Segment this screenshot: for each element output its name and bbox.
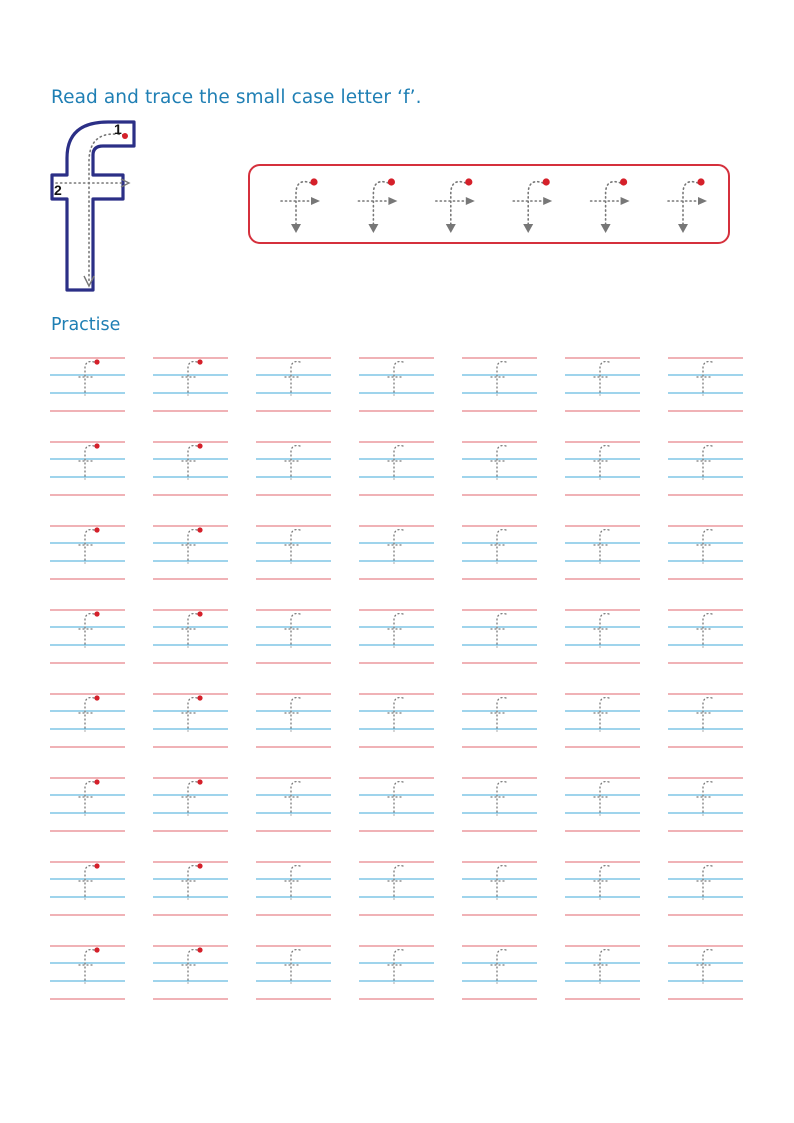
practice-cell: [462, 442, 537, 495]
dotted-f-stem: [497, 782, 506, 815]
practice-cell: [668, 946, 743, 999]
practice-cell: [668, 694, 743, 747]
practice-cell: [462, 610, 537, 663]
dotted-f-stem: [703, 362, 712, 395]
dotted-f-stem: [85, 362, 94, 395]
practice-cell: [565, 946, 640, 999]
dotted-f-stem: [85, 782, 94, 815]
practice-cell: [565, 442, 640, 495]
practice-cell: [50, 694, 125, 747]
dotted-f-stem: [600, 698, 609, 731]
practice-cell: [565, 610, 640, 663]
practice-cell: [153, 862, 228, 915]
practice-cell: [256, 442, 331, 495]
start-dot: [94, 527, 99, 532]
practice-cell: [153, 694, 228, 747]
dotted-f-stem: [291, 530, 300, 563]
practice-cell: [668, 358, 743, 411]
dotted-f-stem: [497, 446, 506, 479]
dotted-f-stem: [394, 614, 403, 647]
start-dot: [197, 611, 202, 616]
stroke-number-2: 2: [54, 182, 62, 198]
dotted-f-stem: [291, 698, 300, 731]
practice-cell: [359, 694, 434, 747]
practice-cell: [668, 526, 743, 579]
practice-cell: [256, 526, 331, 579]
practice-cell: [668, 862, 743, 915]
dotted-f-stem: [188, 782, 197, 815]
practice-cell: [462, 862, 537, 915]
dotted-f-stem: [703, 530, 712, 563]
practice-cell: [565, 778, 640, 831]
dotted-f-stem: [497, 614, 506, 647]
practice-cell: [50, 610, 125, 663]
dotted-f-stem: [497, 866, 506, 899]
dotted-f-stem: [291, 446, 300, 479]
start-dot: [94, 863, 99, 868]
practice-cell: [359, 946, 434, 999]
practice-cell: [153, 946, 228, 999]
practice-cell: [153, 442, 228, 495]
start-dot: [197, 947, 202, 952]
start-dot: [94, 359, 99, 364]
dotted-f-stem: [188, 950, 197, 983]
practice-cell: [359, 610, 434, 663]
practice-cell: [50, 442, 125, 495]
dotted-f-stem: [85, 530, 94, 563]
dotted-f-stem: [394, 782, 403, 815]
practice-cell: [50, 778, 125, 831]
practice-cell: [256, 862, 331, 915]
start-dot: [94, 947, 99, 952]
dotted-f-stem: [85, 446, 94, 479]
dotted-f-stem: [703, 614, 712, 647]
start-dot: [197, 695, 202, 700]
dotted-f-stem: [188, 698, 197, 731]
practice-cell: [565, 862, 640, 915]
dotted-f-stem: [600, 530, 609, 563]
practise-heading: Practise: [51, 315, 121, 335]
dotted-f-stem: [188, 866, 197, 899]
dotted-f-stem: [703, 446, 712, 479]
start-dot: [197, 443, 202, 448]
dotted-f-stem: [291, 362, 300, 395]
dotted-f-stem: [600, 362, 609, 395]
practice-cell: [462, 694, 537, 747]
dotted-f-stem: [497, 698, 506, 731]
dotted-f-stem: [394, 446, 403, 479]
dotted-f-stem: [703, 782, 712, 815]
practice-cell: [153, 358, 228, 411]
start-dot: [94, 611, 99, 616]
dotted-f-stem: [394, 866, 403, 899]
practice-cell: [462, 526, 537, 579]
practice-cell: [153, 526, 228, 579]
practice-cell: [359, 526, 434, 579]
dotted-f-stem: [85, 614, 94, 647]
practice-cell: [462, 778, 537, 831]
start-dot: [197, 863, 202, 868]
dotted-f-stem: [600, 866, 609, 899]
practice-cell: [153, 610, 228, 663]
dotted-f-stem: [188, 614, 197, 647]
dotted-f-stem: [497, 530, 506, 563]
dotted-f-stem: [600, 614, 609, 647]
practice-cell: [565, 694, 640, 747]
start-dot: [197, 359, 202, 364]
practice-cell: [50, 862, 125, 915]
practice-cell: [256, 778, 331, 831]
practice-cell: [462, 946, 537, 999]
practice-cell: [50, 526, 125, 579]
practice-cell: [50, 358, 125, 411]
practice-cell: [565, 358, 640, 411]
practice-cell: [462, 358, 537, 411]
dotted-f-stem: [703, 698, 712, 731]
practice-cell: [256, 694, 331, 747]
dotted-f-stem: [291, 614, 300, 647]
practice-cell: [359, 862, 434, 915]
dotted-f-stem: [188, 362, 197, 395]
practice-cell: [668, 610, 743, 663]
practice-cell: [256, 358, 331, 411]
dotted-f-stem: [85, 698, 94, 731]
practice-cell: [256, 946, 331, 999]
practice-cell: [359, 442, 434, 495]
dotted-f-stem: [703, 866, 712, 899]
dotted-f-stem: [497, 362, 506, 395]
start-dot: [94, 779, 99, 784]
dotted-f-stem: [291, 866, 300, 899]
practice-cell: [668, 442, 743, 495]
dotted-f-stem: [600, 782, 609, 815]
dotted-f-stem: [394, 698, 403, 731]
dotted-f-stem: [291, 782, 300, 815]
dotted-f-stem: [394, 530, 403, 563]
start-dot: [197, 779, 202, 784]
start-dot: [94, 443, 99, 448]
practice-cell: [359, 778, 434, 831]
dotted-f-stem: [291, 950, 300, 983]
practice-cell: [565, 526, 640, 579]
dotted-f-stem: [394, 950, 403, 983]
dotted-f-stem: [497, 950, 506, 983]
practice-cell: [668, 778, 743, 831]
dotted-f-stem: [188, 446, 197, 479]
practice-cell: [153, 778, 228, 831]
dotted-f-stem: [85, 950, 94, 983]
dotted-f-stem: [600, 446, 609, 479]
start-dot: [94, 695, 99, 700]
worksheet-instruction: Read and trace the small case letter ‘f’.: [51, 87, 422, 108]
start-dot: [197, 527, 202, 532]
practice-cell: [256, 610, 331, 663]
stroke-number-1: 1: [114, 121, 122, 137]
dotted-f-stem: [394, 362, 403, 395]
practice-cell: [359, 358, 434, 411]
practice-cell: [50, 946, 125, 999]
dotted-f-stem: [188, 530, 197, 563]
dotted-f-stem: [600, 950, 609, 983]
dotted-f-stem: [85, 866, 94, 899]
dotted-f-stem: [703, 950, 712, 983]
